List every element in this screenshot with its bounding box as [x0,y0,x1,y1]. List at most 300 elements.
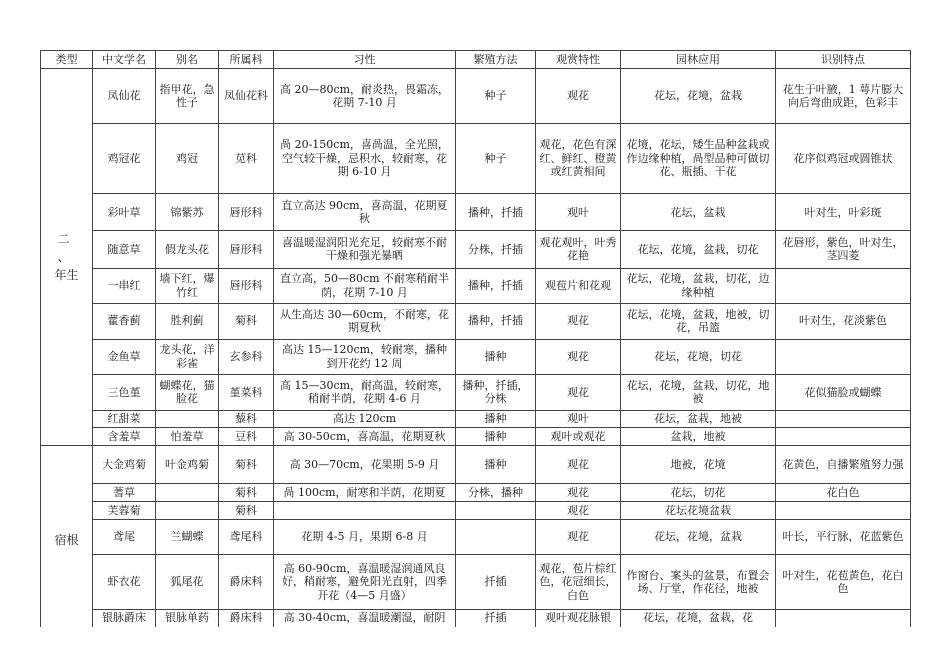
type-cell [41,69,93,446]
cell-chinese-name: 芙蓉菊 [107,503,141,517]
table-cell [274,374,456,410]
cell-landscape: 花境，花坛，矮生品种盆栽或作边缘种植，咼型品种可做切花、瓶插、干花 [626,138,770,179]
cell-habit: 高 30-50cm，喜高温，花期夏秋 [283,429,446,443]
table-cell [93,520,156,555]
table-cell [621,303,776,339]
table-cell [536,610,621,628]
table-cell [536,339,621,374]
table-cell [621,374,776,410]
cell-ornamental: 观花 [567,457,589,471]
table-cell [93,231,156,268]
header-cell [219,51,274,69]
cell-alias: 银脉单药 [165,611,209,624]
table-cell [456,446,536,484]
cell-chinese-name: 随意草 [107,242,141,256]
cell-identification: 花唇形，紫色，叶对生，茎四菱 [782,235,904,263]
table-cell [156,427,219,445]
table-cell [536,446,621,484]
cell-landscape: 作窗台、案头的盆景，布置会场、厅堂，作花径，地被 [626,568,770,595]
table-cell [219,69,274,124]
cell-ornamental: 观苞片和花观 [545,278,611,292]
cell-alias: 指甲花，急性子 [159,82,215,110]
table-cell [274,502,456,520]
table-row [41,268,911,303]
table-cell [456,268,536,303]
table-cell [456,502,536,520]
cell-habit: 高 30-40cm，喜温暖潮湿，耐阴 [283,611,446,624]
header-cell [156,51,219,69]
table-cell [536,502,621,520]
table-cell [456,555,536,610]
table-row [41,124,911,194]
table-cell [456,124,536,194]
table-row [41,484,911,502]
table-cell [274,303,456,339]
table-cell [456,231,536,268]
header-propagation: 繁殖方法 [473,52,518,66]
cell-propagation [456,502,535,519]
cell-chinese-name: 银脉爵床 [102,611,146,624]
cell-habit: 喜温暖湿润阳光充足，较耐寒不耐干燥和强光暴晒 [282,235,447,263]
header-cell [456,51,536,69]
type-label-perennial [41,449,92,628]
table-cell [156,194,219,231]
cell-habit: 高 15—30cm，耐高温，较耐寒，稍耐半荫，花期 4-6 月 [279,378,450,406]
table-cell [274,231,456,268]
cell-ornamental: 观叶观花脉银 [545,611,611,624]
table-cell [156,124,219,194]
cell-ornamental: 观花 [567,530,589,544]
cell-habit: 高达 15—120cm，较耐寒，播种到开花约 12 周 [281,343,448,370]
table-cell [456,610,536,628]
table-cell [219,231,274,268]
table-cell [219,268,274,303]
cell-family: 菊科 [235,485,257,499]
table-cell [219,610,274,628]
cell-habit [274,502,455,519]
cell-habit: 咼 20-150cm，喜咼温，全光照，空气较干燥，忌积水，较耐寒，花期 6-10 月 [280,138,449,179]
cell-family: 玄参科 [229,349,263,363]
cell-landscape: 花坛，盆栽 [670,205,726,219]
cell-propagation: 分株，扦插 [468,242,523,256]
table-cell [456,194,536,231]
header-cell [274,51,456,69]
table-cell [621,339,776,374]
cell-ornamental: 观叶 [567,412,589,426]
table-cell [621,268,776,303]
header-landscape: 园林应用 [676,52,720,66]
table-cell [776,339,911,374]
cell-chinese-name: 红甜菜 [107,412,141,426]
table-row [41,446,911,484]
table-cell [274,339,456,374]
table-cell [274,124,456,194]
table-cell [776,194,911,231]
table-row [41,610,911,628]
table-row [41,555,911,610]
cell-chinese-name: 鸡冠花 [107,151,141,165]
table-cell [156,339,219,374]
cell-ornamental: 观花 [567,89,589,103]
cell-chinese-name: 藿香蓟 [107,314,141,328]
cell-propagation: 种子 [484,151,507,165]
table-cell [536,520,621,555]
table-cell [219,303,274,339]
cell-habit: 直立高，50—80cm 不耐寒稍耐半荫，花期 7-10 月 [279,272,450,299]
cell-ornamental: 观花 [567,485,589,499]
table-cell [156,484,219,502]
type-line: 宿根 [54,532,79,547]
table-cell [219,410,274,427]
table-cell [536,194,621,231]
table-cell [93,339,156,374]
plant-table-sheet [40,50,911,627]
table-cell [776,610,911,628]
cell-family: 爵床科 [229,611,263,624]
cell-chinese-name: 蓍草 [113,485,135,499]
header-cell [536,51,621,69]
table-cell [156,303,219,339]
table-cell [536,410,621,427]
table-cell [456,339,536,374]
cell-ornamental: 观叶 [567,205,589,219]
cell-alias: 叶金鸡菊 [165,457,209,471]
table-cell [776,268,911,303]
cell-identification [776,428,910,445]
cell-family: 唇形科 [229,205,263,219]
cell-identification [776,502,910,519]
table-cell [93,268,156,303]
cell-identification: 花白色 [826,485,860,499]
table-cell [776,374,911,410]
table-cell [274,69,456,124]
table-cell [776,69,911,124]
table-cell [536,555,621,610]
cell-propagation: 扦插 [484,575,507,589]
cell-alias [156,502,218,519]
table-cell [776,427,911,445]
table-cell [456,374,536,410]
cell-propagation: 播种 [484,412,507,426]
table-cell [621,502,776,520]
type-line: 二 、 [57,232,76,264]
cell-identification: 叶对生，花苞黄色，花白色 [782,568,904,595]
table-cell [274,610,456,628]
table-cell [621,610,776,628]
cell-identification: 花黄色，自播繁殖努力强 [782,457,904,471]
cell-landscape: 花坛，盆栽，地被 [654,412,742,426]
table-row [41,339,911,374]
table-cell [536,231,621,268]
cell-alias [156,484,218,501]
type-cell [41,446,93,628]
table-cell [621,410,776,427]
cell-alias: 墙下红，爆竹红 [159,272,215,299]
table-cell [219,427,274,445]
header-cell [41,51,93,69]
cell-landscape: 花坛，花境，盆栽 [654,530,742,544]
table-cell [274,520,456,555]
table-cell [156,555,219,610]
cell-landscape: 花坛，花境，盆栽 [654,89,742,103]
cell-landscape: 盆栽，地被 [670,429,726,443]
cell-identification: 花生于叶腋，1 萼片膨大向后弯曲成距，色彩丰 [782,82,904,110]
cell-alias [156,411,218,427]
table-cell [93,427,156,445]
type-label-annual [41,69,92,445]
header-cell [776,51,911,69]
table-cell [274,446,456,484]
cell-chinese-name: 金鱼草 [107,349,141,363]
table-row [41,502,911,520]
table-cell [776,303,911,339]
header-cell [93,51,156,69]
table-cell [93,446,156,484]
cell-family: 堇菜科 [229,385,263,399]
table-cell [621,484,776,502]
cell-family: 唇形科 [229,278,263,292]
table-row [41,194,911,231]
cell-identification [776,269,910,303]
table-cell [456,69,536,124]
cell-ornamental: 观花，花色有深红、鲜红、橙黄或红黄相间 [539,138,617,179]
cell-family: 唇形科 [229,242,263,256]
table-cell [219,484,274,502]
cell-landscape: 花坛，花境，盆栽，切花，地被 [626,378,770,406]
table-cell [274,268,456,303]
cell-ornamental: 观花 [567,314,589,328]
table-cell [456,520,536,555]
cell-propagation: 播种，扦插 [468,314,523,328]
table-cell [93,610,156,628]
table-cell [219,555,274,610]
table-cell [219,446,274,484]
table-cell [621,194,776,231]
cell-ornamental: 观花 [567,503,589,517]
table-cell [93,194,156,231]
cell-ornamental: 观花，苞片棕红色，花冠细长，白色 [539,561,617,602]
cell-propagation: 播种，扦插，分株 [462,378,529,406]
cell-habit: 高 60-90cm，喜温暖湿润通风良好，稍耐寒，避免阳光直射，四季开花（4—5 月盛） [282,561,447,602]
cell-chinese-name: 凤仙花 [107,89,141,103]
table-cell [274,427,456,445]
table-cell [93,502,156,520]
table-cell [536,427,621,445]
cell-alias: 兰蝴蝶 [170,530,204,544]
table-cell [776,484,911,502]
header-family: 所属科 [229,52,263,66]
cell-ornamental: 观花观叶，叶秀花艳 [539,235,617,263]
table-cell [536,69,621,124]
cell-identification [776,610,910,626]
cell-identification [776,411,910,427]
table-cell [274,484,456,502]
header-chinese-name: 中文学名 [102,52,146,66]
table-cell [219,194,274,231]
cell-family: 豆科 [235,429,257,443]
cell-habit: 直立高达 90cm，喜高温，花期夏秋 [281,198,448,226]
cell-landscape: 花坛，花境，盆栽，切花 [637,242,759,256]
table-cell [274,555,456,610]
table-row [41,410,911,427]
cell-alias: 胜利蓟 [170,314,204,328]
table-cell [93,124,156,194]
table-cell [156,374,219,410]
table-cell [776,520,911,555]
table-cell [776,124,911,194]
table-row [41,231,911,268]
cell-chinese-name: 鸢尾 [113,530,135,544]
cell-identification: 叶长，平行脉，花蓝紫色 [782,530,904,544]
cell-family: 爵床科 [229,575,263,589]
cell-alias: 怕羞草 [170,429,204,443]
table-cell [156,520,219,555]
cell-chinese-name: 含羞草 [107,429,141,443]
table-cell [219,339,274,374]
cell-identification: 花序似鸡冠或圆锥状 [793,151,893,165]
table-row [41,303,911,339]
cell-alias: 锦紫苏 [170,205,204,219]
table-cell [456,427,536,445]
cell-family: 凤仙花科 [224,89,268,103]
cell-propagation: 播种，扦插 [468,205,523,219]
cell-identification: 花似猫脸或蝴蝶 [804,385,882,399]
table-cell [456,303,536,339]
table-cell [536,124,621,194]
cell-landscape: 花坛花境盆栽 [665,503,731,517]
cell-propagation: 分株，播种 [468,485,523,499]
cell-propagation [456,520,535,554]
cell-propagation: 种子 [484,89,507,103]
table-cell [156,268,219,303]
cell-landscape: 花坛，花境，盆栽，切花，边缘种植 [626,272,770,299]
cell-landscape: 花坛，花境，盆栽，花 [643,611,753,624]
header-identification: 识别特点 [821,52,865,66]
table-cell [621,69,776,124]
table-cell [156,446,219,484]
table-cell [219,124,274,194]
table-cell [621,520,776,555]
table-cell [536,484,621,502]
cell-habit: 高 20—80cm，耐炎热，畏霜冻，花期 7-10 月 [279,82,450,110]
cell-alias: 蝴蝶花，猫脸花 [159,378,215,406]
cell-family: 鸢尾科 [229,530,263,544]
cell-identification: 叶对生，花淡紫色 [799,314,887,328]
table-cell [219,374,274,410]
cell-ornamental: 观叶或观花 [550,429,606,443]
cell-landscape: 花坛，花境，切花 [654,349,742,363]
table-row [41,374,911,410]
cell-chinese-name: 一串红 [107,278,141,292]
table-cell [156,231,219,268]
table-cell [776,555,911,610]
table-cell [536,303,621,339]
table-cell [156,69,219,124]
cell-chinese-name: 虾衣花 [107,575,141,589]
table-cell [621,555,776,610]
header-ornamental: 观赏特性 [556,52,600,66]
type-line: 年生 [54,268,79,282]
table-cell [93,303,156,339]
cell-alias: 狐尾花 [170,575,204,589]
header-cell [621,51,776,69]
cell-family: 菊科 [235,457,257,471]
cell-propagation: 播种 [484,349,507,363]
table-cell [219,520,274,555]
cell-landscape: 地被，花境 [670,457,726,471]
table-cell [156,502,219,520]
cell-habit: 高达 120cm [332,412,397,426]
cell-alias: 假龙头花 [165,242,209,256]
cell-identification: 叶对生，叶彩斑 [804,205,882,219]
table-row [41,520,911,555]
table-cell [776,231,911,268]
header-type: 类型 [55,52,78,66]
table-cell [156,610,219,628]
cell-chinese-name: 彩叶草 [107,205,141,219]
header-habit: 习性 [353,52,376,66]
cell-propagation: 扦插 [484,611,507,624]
table-cell [621,446,776,484]
table-cell [456,410,536,427]
cell-family: 藜科 [235,412,257,426]
cell-propagation: 播种 [484,457,507,471]
cell-family: 菊科 [235,503,257,517]
cell-propagation: 播种，扦插 [468,278,523,292]
cell-family: 菊科 [235,314,257,328]
table-cell [93,555,156,610]
table-cell [621,427,776,445]
cell-landscape: 花坛，花境，盆栽，地被，切花，吊篮 [626,307,770,335]
cell-habit: 高 30—70cm，花果期 5-9 月 [289,457,440,471]
cell-ornamental: 观花 [567,385,589,399]
table-cell [621,231,776,268]
table-row [41,427,911,445]
cell-habit: 花期 4-5 月，果期 6-8 月 [301,530,428,544]
cell-family: 苋科 [235,151,257,165]
header-alias: 别名 [176,52,198,66]
table-cell [456,484,536,502]
table-cell [536,374,621,410]
cell-alias: 龙头花，洋彩雀 [159,343,215,370]
table-cell [93,69,156,124]
table-cell [536,268,621,303]
cell-habit: 从生高达 30—60cm，不耐寒，花期夏秋 [279,307,450,335]
cell-ornamental: 观花 [567,349,589,363]
cell-propagation: 播种 [484,429,507,443]
cell-landscape: 花坛，切花 [670,485,726,499]
cell-alias: 鸡冠 [176,151,198,165]
cell-habit: 咼 100cm，耐寒和半荫，花期夏 [283,485,446,499]
plant-table [40,50,911,627]
table-row [41,69,911,124]
table-cell [274,194,456,231]
table-cell [776,446,911,484]
table-cell [776,502,911,520]
header-row [41,51,911,69]
cell-chinese-name: 三色堇 [107,385,141,399]
cell-chinese-name: 大金鸡菊 [102,457,146,471]
table-cell [93,484,156,502]
table-cell [93,374,156,410]
table-cell [93,410,156,427]
table-cell [156,410,219,427]
table-cell [621,124,776,194]
table-cell [274,410,456,427]
table-cell [776,410,911,427]
table-cell [219,502,274,520]
cell-identification [776,340,910,374]
